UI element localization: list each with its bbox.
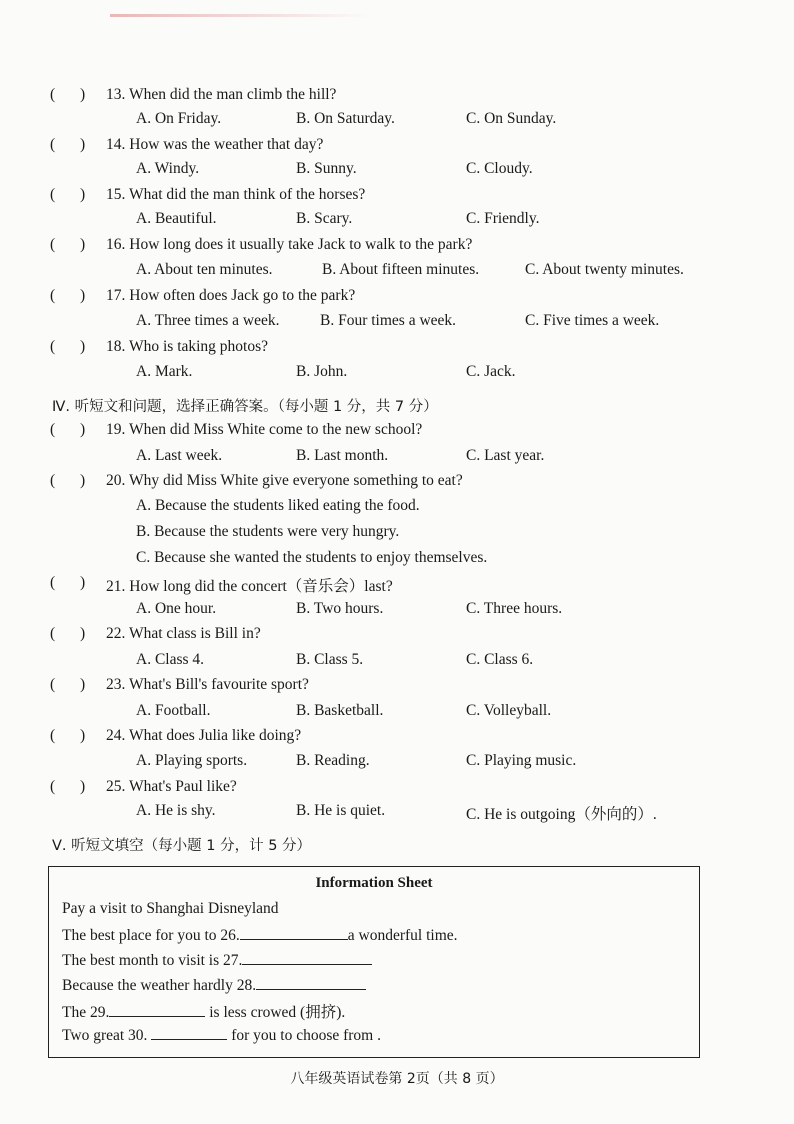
top-decoration [110, 14, 370, 17]
option-c[interactable]: C. Three hours. [466, 600, 563, 617]
option-b[interactable]: B. Two hours. [296, 600, 384, 617]
blank-28[interactable] [256, 975, 366, 990]
option-c[interactable]: C. He is outgoing（外向的）. [466, 806, 657, 823]
blank-26[interactable] [240, 925, 348, 940]
answer-bracket[interactable] [50, 676, 86, 694]
blank-30[interactable] [151, 1025, 227, 1040]
question-text: 25. What's Paul like? [106, 778, 237, 795]
option-b[interactable]: B. Last month. [296, 447, 389, 464]
info-line-5-prefix: The 29. [62, 1004, 110, 1021]
bracket-open: ( [50, 186, 56, 203]
bracket-close: ) [80, 676, 86, 693]
option-a[interactable]: A. Beautiful. [136, 210, 217, 227]
question-text: 22. What class is Bill in? [106, 625, 261, 642]
bracket-close: ) [80, 136, 86, 153]
option-b[interactable]: B. On Saturday. [296, 110, 395, 127]
option-b[interactable]: B. Because the students were very hungry. [136, 523, 400, 540]
answer-bracket[interactable] [50, 236, 86, 254]
info-line-4-prefix: Because the weather hardly 28. [62, 977, 257, 994]
question-text: 14. How was the weather that day? [106, 136, 324, 153]
bracket-close: ) [80, 236, 86, 253]
answer-bracket[interactable] [50, 421, 86, 439]
option-b[interactable]: B. Sunny. [296, 160, 357, 177]
info-line-3-prefix: The best month to visit is 27. [62, 952, 243, 969]
option-c[interactable]: C. Cloudy. [466, 160, 533, 177]
answer-bracket[interactable] [50, 727, 86, 745]
option-a[interactable]: A. Windy. [136, 160, 200, 177]
info-line-3 [62, 950, 372, 970]
option-c[interactable]: C. Volleyball. [466, 702, 552, 719]
option-a[interactable]: A. Three times a week. [136, 312, 280, 329]
answer-bracket[interactable] [50, 472, 86, 490]
option-a[interactable]: A. Because the students liked eating the food. [136, 497, 420, 514]
option-c[interactable]: C. About twenty minutes. [525, 261, 684, 278]
question-text: 23. What's Bill's favourite sport? [106, 676, 309, 693]
info-line-4 [62, 975, 366, 995]
option-a[interactable]: A. He is shy. [136, 802, 216, 819]
option-b[interactable]: B. About fifteen minutes. [322, 261, 480, 278]
bracket-open: ( [50, 727, 56, 744]
option-c[interactable]: C. Playing music. [466, 752, 577, 769]
bracket-open: ( [50, 236, 56, 253]
option-b[interactable]: B. Reading. [296, 752, 370, 769]
question-text: 24. What does Julia like doing? [106, 727, 302, 744]
question-text: 19. When did Miss White come to the new school? [106, 421, 423, 438]
option-c[interactable]: C. Five times a week. [525, 312, 660, 329]
bracket-close: ) [80, 727, 86, 744]
option-b[interactable]: B. Four times a week. [320, 312, 457, 329]
bracket-close: ) [80, 625, 86, 642]
bracket-close: ) [80, 86, 86, 103]
info-line-6 [62, 1025, 381, 1045]
information-sheet [48, 866, 700, 1058]
section-5-heading: Ⅴ. 听短文填空（每小题 1 分，计 5 分） [52, 838, 312, 854]
info-line-5-suffix: is less crowed (拥挤). [209, 1004, 346, 1021]
question-text: 15. What did the man think of the horses? [106, 186, 366, 203]
info-line-2-prefix: The best place for you to 26. [62, 927, 240, 944]
option-b[interactable]: B. John. [296, 363, 348, 380]
info-line-2-suffix: a wonderful time. [347, 927, 458, 944]
bracket-close: ) [80, 421, 86, 438]
answer-bracket[interactable] [50, 136, 86, 154]
info-line-1: Pay a visit to Shanghai Disneyland [62, 900, 279, 917]
option-c[interactable]: C. Jack. [466, 363, 516, 380]
bracket-open: ( [50, 778, 56, 795]
bracket-open: ( [50, 472, 56, 489]
question-text: 21. How long did the concert（音乐会）last? [106, 578, 393, 595]
section-4-heading: Ⅳ. 听短文和问题，选择正确答案。（每小题 1 分，共 7 分） [52, 399, 438, 415]
answer-bracket[interactable] [50, 625, 86, 643]
option-b[interactable]: B. He is quiet. [296, 802, 386, 819]
info-line-6-suffix: for you to choose from . [231, 1027, 381, 1044]
option-c[interactable]: C. Friendly. [466, 210, 540, 227]
bracket-open: ( [50, 338, 56, 355]
option-a[interactable]: A. Playing sports. [136, 752, 248, 769]
answer-bracket[interactable] [50, 778, 86, 796]
option-a[interactable]: A. On Friday. [136, 110, 222, 127]
bracket-close: ) [80, 778, 86, 795]
info-line-6-prefix: Two great 30. [62, 1027, 148, 1044]
option-a[interactable]: A. One hour. [136, 600, 217, 617]
bracket-open: ( [50, 86, 56, 103]
bracket-close: ) [80, 287, 86, 304]
info-line-2 [62, 925, 458, 945]
answer-bracket[interactable] [50, 338, 86, 356]
page-footer: 八年级英语试卷第 2页（共 8 页） [290, 1071, 504, 1087]
bracket-open: ( [50, 676, 56, 693]
option-a[interactable]: A. Last week. [136, 447, 223, 464]
bracket-close: ) [80, 186, 86, 203]
bracket-open: ( [50, 287, 56, 304]
option-b[interactable]: B. Class 5. [296, 651, 364, 668]
option-a[interactable]: A. Football. [136, 702, 211, 719]
info-line-5 [62, 1000, 345, 1022]
option-b[interactable]: B. Basketball. [296, 702, 384, 719]
answer-bracket[interactable] [50, 86, 86, 104]
bracket-open: ( [50, 136, 56, 153]
option-c[interactable]: C. On Sunday. [466, 110, 557, 127]
question-text: 20. Why did Miss White give everyone something to eat? [106, 472, 463, 489]
bracket-close: ) [80, 574, 86, 591]
bracket-open: ( [50, 625, 56, 642]
answer-bracket[interactable] [50, 574, 86, 592]
question-text: 16. How long does it usually take Jack to walk to the park? [106, 236, 473, 253]
answer-bracket[interactable] [50, 287, 86, 305]
blank-29[interactable] [109, 1002, 205, 1017]
bracket-open: ( [50, 574, 56, 591]
information-sheet-title: Information Sheet [315, 875, 433, 891]
option-b[interactable]: B. Scary. [296, 210, 353, 227]
bracket-open: ( [50, 421, 56, 438]
answer-bracket[interactable] [50, 186, 86, 204]
question-text: 18. Who is taking photos? [106, 338, 269, 355]
option-c[interactable]: C. Class 6. [466, 651, 534, 668]
bracket-close: ) [80, 338, 86, 355]
option-a[interactable]: A. Mark. [136, 363, 193, 380]
option-c[interactable]: C. Last year. [466, 447, 545, 464]
blank-27[interactable] [242, 950, 372, 965]
option-c[interactable]: C. Because she wanted the students to enjoy themselves. [136, 549, 488, 566]
question-text: 17. How often does Jack go to the park? [106, 287, 356, 304]
question-text: 13. When did the man climb the hill? [106, 86, 337, 103]
option-a[interactable]: A. Class 4. [136, 651, 205, 668]
bracket-close: ) [80, 472, 86, 489]
option-a[interactable]: A. About ten minutes. [136, 261, 273, 278]
